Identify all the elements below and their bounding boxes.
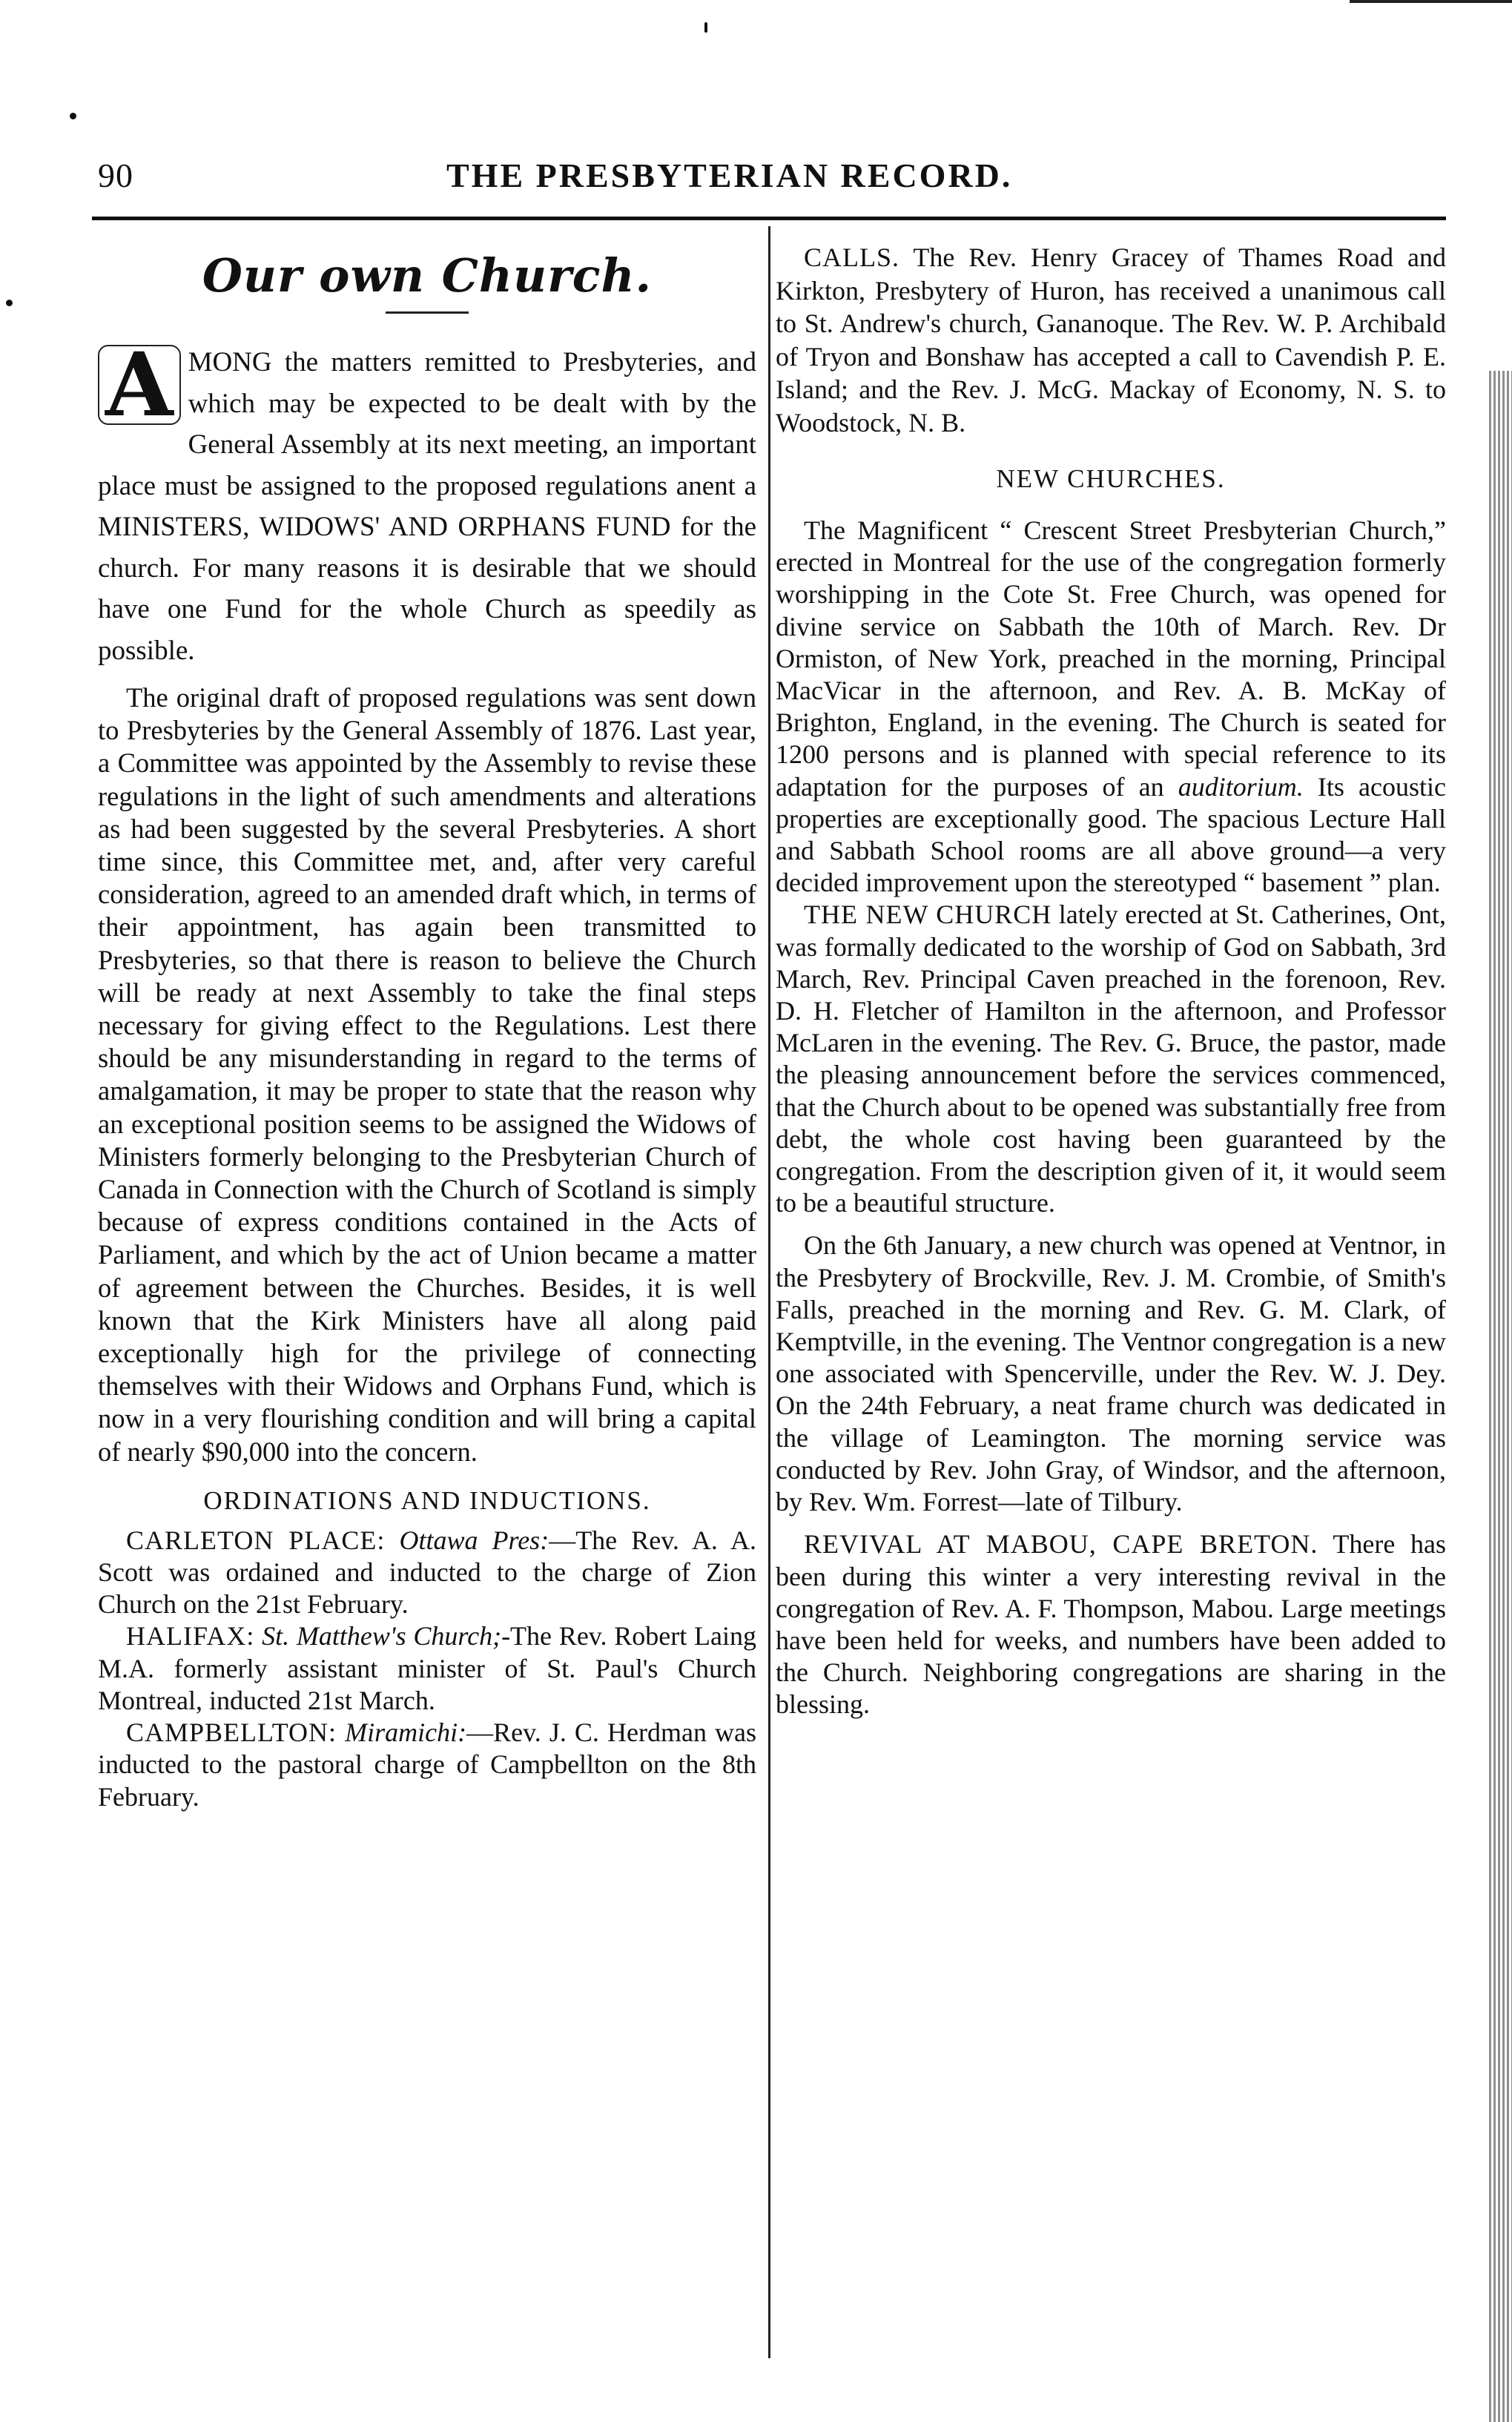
intro-block xyxy=(98,333,756,1468)
right-column xyxy=(776,241,1446,1721)
revival-lead: REVIVAL AT MABOU, CAPE BRETON. xyxy=(804,1529,1318,1560)
paragraph-text: The original draft of proposed regulations was sent down to Presbyteries by the General Assembly of 1876. Last year, a Committee was appointed by the Assembly to revise these regulations in the light of such amendments and alterations as had been suggested by the several Presbyteries. A short time since, this Committee met, and, after very careful consideration, agreed to an amended draft which, in terms of their appointment, has again been transmitted to Presbyteries, so that there is reason to believe the Church will be ready at next Assembly to take the final steps necessary for giving effect to the Regulations. Lest there should be any misunderstanding in regard to the terms of amalgamation, it may be proper to state that the reason why an exceptional position seems to be assigned the Widows of Ministers formerly belonging to the Presbyterian Church of Canada in Connection with the Church of Scotland is simply because of express conditions contained in the Acts of Parliament, and which by the act of Union became a matter of agreement between the Churches. Besides, it is well known that the Kirk Ministers have all along paid exceptionally high for the privilege of connecting themselves with their Widows and Orphans Fund, which is now in a very flourishing condition and will bring a capital of nearly $90,000 into the concern. xyxy=(98,682,756,1467)
section-title: Our own Church. xyxy=(202,248,653,303)
intro-text: MONG the matters remitted to Presbyteries, and which may be expected to be dealt with by the General Assembly at its next meeting, an important place must be assigned to the proposed regulations anent a MINISTERS, WIDOWS' AND ORPHANS FUND for the church. For many reasons it is desirable that we should have one Fund for the whole Church as speedily as possible. xyxy=(98,347,756,666)
calls-paragraph xyxy=(776,241,1446,439)
ordination-text: —Rev. J. C. Herdman was inducted to the pastoral charge of Campbellton on the 8th February. xyxy=(98,1717,757,1812)
column-divider xyxy=(768,226,770,2358)
ordinations-heading: ORDINATIONS AND INDUCTIONS. xyxy=(203,1485,651,1515)
top-edge-rule xyxy=(1350,0,1512,3)
ink-speck xyxy=(70,113,76,119)
ordinations-list xyxy=(98,1525,756,1813)
crescent-street-paragraph xyxy=(776,515,1446,899)
calls-block xyxy=(776,241,1446,439)
revival-paragraph xyxy=(776,1528,1446,1720)
ordination-place: CARLETON PLACE: xyxy=(126,1525,386,1555)
ordination-presbytery: St. Matthew's Church; xyxy=(262,1621,502,1651)
st-catherines-text: lately erected at St. Catherines, Ont, was formally dedicated to the worship of God on Sabbath, 3rd March, Rev. Principal Caven preached in the forenoon, Rev. D. H. Fletcher of Hamilton in the afternoon, and Professor McLaren in the evening. The Rev. G. Bruce, the pastor, made the pleasing announcement before the services commenced, that the Church about to be opened was substantially free from debt, the whole cost having been guaranteed by the congregation. From the description given of it, it would seem to be a beautiful structure. xyxy=(776,900,1446,1218)
ink-speck xyxy=(6,300,13,306)
ordination-item xyxy=(98,1525,756,1621)
crescent-text-b: Its acoustic properties are exceptionally good. The spacious Lecture Hall and Sabbath School rooms are all above ground—a very decided improvement upon the stereotyped “ basement ” plan. xyxy=(776,771,1446,898)
calls-lead: CALLS. xyxy=(804,242,900,272)
ordination-item xyxy=(98,1620,756,1717)
revival-text: There has been during this winter a very interesting revival in the congregation of Rev. A. F. Thompson, Mabou. Large meetings have been held for weeks, and numbers have been added to the Church. Neighboring congregations are sharing in the blessing. xyxy=(776,1529,1447,1720)
crescent-italic: auditorium. xyxy=(1178,771,1304,802)
page-edge-shadow xyxy=(1489,371,1512,2422)
ink-speck xyxy=(704,22,707,33)
ordination-place: HALIFAX: xyxy=(126,1621,255,1651)
paragraph-amalgamation xyxy=(98,682,756,1468)
header-rule xyxy=(92,217,1446,220)
st-catherines-lead: THE NEW CHURCH xyxy=(804,900,1052,930)
page-header xyxy=(98,156,1440,208)
new-churches-block xyxy=(776,515,1446,1721)
new-churches-heading: NEW CHURCHES. xyxy=(996,464,1226,493)
title-rule xyxy=(386,311,469,314)
drop-cap: A xyxy=(98,345,181,425)
running-title: THE PRESBYTERIAN RECORD. xyxy=(446,156,1013,194)
st-catherines-paragraph xyxy=(776,899,1446,1219)
page-number: 90 xyxy=(98,156,133,194)
left-column xyxy=(98,245,756,1813)
ordination-place: CAMPBELLTON: xyxy=(126,1717,337,1748)
ventnor-paragraph xyxy=(776,1230,1446,1518)
calls-text: The Rev. Henry Gracey of Thames Road and Kirkton, Presbytery of Huron, has received a unanimous call to St. Andrew's church, Gananoque. The Rev. W. P. Archibald of Tryon and Bonshaw has accepted a call to Cavendish P. E. Island; and the Rev. J. McG. Mackay of Economy, N. S. to Woodstock, N. B. xyxy=(776,242,1446,438)
ventnor-text: On the 6th January, a new church was opened at Ventnor, in the Presbytery of Brockville, Rev. J. M. Crombie, of Smith's Falls, preached in the morning and Rev. G. M. Clark, of Kemptville, in the evening. The Ventnor congregation is a new one associated with Spencerville, under the Rev. W. J. Dey. On the 24th February, a neat frame church was dedicated in the village of Leamington. The morning service was conducted by Rev. John Gray, of Windsor, and the afternoon, by Rev. Wm. Forrest—late of Tilbury. xyxy=(776,1230,1446,1517)
ordination-text: -The Rev. Robert Laing M.A. formerly assistant minister of St. Paul's Church Montreal, inducted 21st March. xyxy=(98,1621,756,1715)
ordination-presbytery: Miramichi: xyxy=(345,1717,467,1748)
ordination-presbytery: Ottawa Pres: xyxy=(399,1525,549,1555)
intro-paragraph xyxy=(98,333,756,671)
crescent-text-a: The Magnificent “ Crescent Street Presbyterian Church,” erected in Montreal for the use of the congregation formerly worshipping in the Cote St. Free Church, was opened for divine service on Sabbath the 10th of March. Rev. Dr Ormiston, of New York, preached in the morning, Principal MacVicar in the afternoon, and Rev. A. B. McKay of Brighton, England, in the evening. The Church is seated for 1200 persons and is planned with special reference to its adaptation for the purposes of an xyxy=(776,515,1446,802)
ordination-text: —The Rev. A. A. Scott was ordained and inducted to the charge of Zion Church on the 21st February. xyxy=(98,1525,756,1620)
ordination-item xyxy=(98,1717,756,1813)
